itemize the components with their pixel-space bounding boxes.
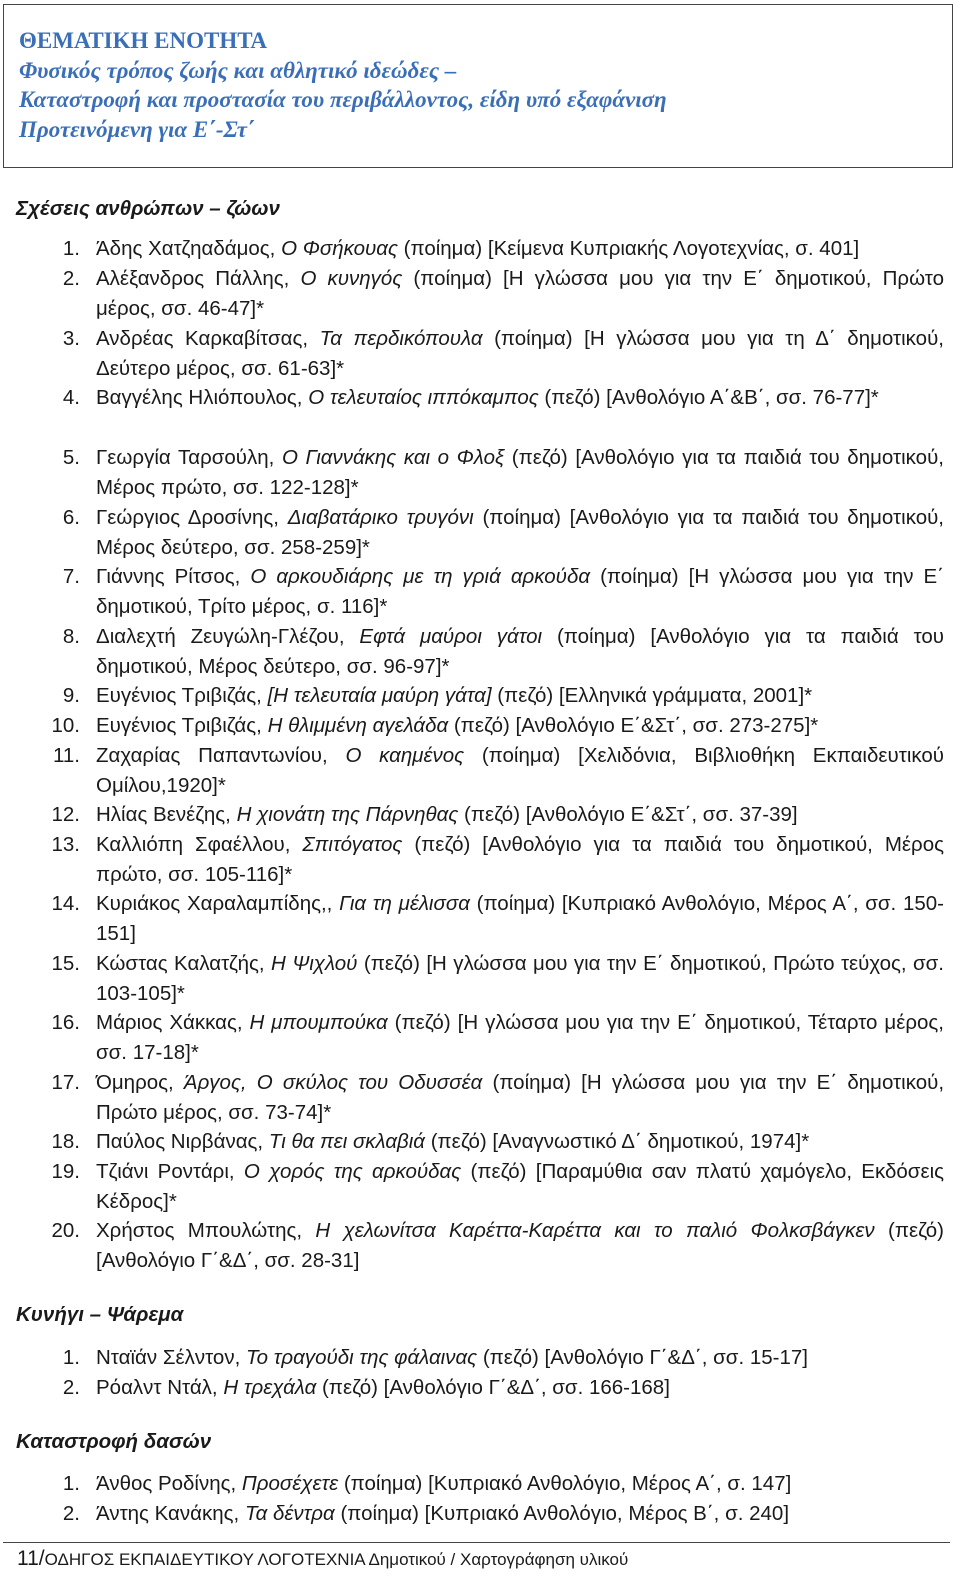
item-author: Ευγένιος Τριβιζάς, (96, 684, 268, 707)
item-author: Χρήστος Μπουλώτης, (96, 1219, 316, 1242)
item-title: Η μπουμπούκα (249, 1011, 388, 1034)
item-author: Κυριάκος Χαραλαμπίδης,, (96, 892, 340, 915)
item-text (96, 1127, 944, 1157)
item-title: Άργος, Ο σκύλος του Οδυσσέα (183, 1071, 483, 1094)
item-title: Ο καημένος (345, 744, 465, 767)
item-author: Διαλεχτή Ζευγώλη-Γλέζου, (96, 625, 360, 648)
item-title: Η χιονάτη της Πάρνηθας (236, 803, 459, 826)
item-title: Ο τελευταίος ιππόκαμπος (308, 386, 539, 409)
item-number: 1. (62, 1346, 80, 1369)
item-author: Καλλιόπη Σφαέλλου, (96, 833, 303, 856)
item-details: (πεζό) [Ανθολόγιο Γ΄&Δ΄, σσ. 28-31] (96, 1219, 945, 1272)
item-details: (ποίημα) [Κείμενα Κυπριακής Λογοτεχνίας, σ. 401] (397, 237, 860, 260)
item-title: Διαβατάρικο τρυγόνι (287, 506, 474, 529)
item-text (96, 1068, 944, 1128)
item-number: 19. (51, 1160, 80, 1183)
item-number: 17. (51, 1071, 80, 1094)
item-number: 12. (51, 803, 80, 826)
item-author: Ανδρέας Καρκαβίτσας, (96, 327, 320, 350)
item-text (96, 830, 944, 890)
item-title: Ο Γιαννάκης και ο Φλοξ (281, 446, 505, 469)
item-details: (πεζό) [Ανθολόγιο για τα παιδιά του δημοτικού, Μέρος πρώτο, σσ. 122-128]* (96, 446, 944, 499)
item-number: 10. (51, 714, 80, 737)
theme-header-box (3, 4, 953, 168)
item-details: (πεζό) [Ανθολόγιο Γ΄&Δ΄, σσ. 15-17] (477, 1346, 808, 1369)
item-text (96, 622, 944, 682)
item-details: (πεζό) [Ανθολόγιο Ε΄&Στ΄, σσ. 273-275]* (448, 714, 819, 737)
item-details: (ποίημα) [Κυπριακό Ανθολόγιο, Μέρος Β΄, σ. 240] (334, 1502, 790, 1525)
item-text (96, 264, 944, 324)
item-author: Ζαχαρίας Παπαντωνίου, (96, 744, 346, 767)
item-details: (πεζό) [Η γλώσσα μου για την Ε΄ δημοτικού, Τέταρτο μέρος, σσ. 17-18]* (96, 1011, 944, 1064)
item-details: (πεζό) [Παραμύθια σαν πλατύ χαμόγελο, Εκδόσεις Κέδρος]* (96, 1160, 945, 1213)
item-author: Παύλος Νιρβάνας, (96, 1130, 269, 1153)
item-number: 4. (62, 386, 80, 409)
footer-divider (3, 1542, 950, 1543)
item-author: Μάριος Χάκκας, (96, 1011, 250, 1034)
item-details: (ποίημα) [Κυπριακό Ανθολόγιο, Μέρος Α΄, σ. 147] (338, 1472, 792, 1495)
item-author: Αλέξανδρος Πάλλης, (96, 267, 301, 290)
item-author: Νταϊάν Σέλντον, (96, 1346, 246, 1369)
item-number: 2. (62, 1376, 80, 1399)
item-number: 9. (62, 684, 80, 707)
item-text (96, 1157, 944, 1217)
item-author: Άντης Κανάκης, (96, 1502, 245, 1525)
item-title: Εφτά μαύροι γάτοι (359, 625, 543, 648)
item-author: Γεωργία Ταρσούλη, (96, 446, 282, 469)
item-title: Σπιτόγατος (302, 833, 403, 856)
item-author: Ευγένιος Τριβιζάς, (96, 714, 268, 737)
item-number: 5. (62, 446, 80, 469)
item-details: (ποίημα) [Ανθολόγιο για τα παιδιά του δημοτικού, Μέρος δεύτερο, σσ. 96-97]* (96, 625, 944, 678)
item-author: Ηλίας Βενέζης, (96, 803, 237, 826)
item-text (96, 383, 944, 413)
item-title: Ο κυνηγός (300, 267, 403, 290)
item-title: [Η τελευταία μαύρη γάτα] (267, 684, 492, 707)
item-text (96, 681, 944, 711)
item-text (96, 503, 944, 563)
header-line-2: Φυσικός τρόπος ζωής και αθλητικό ιδεώδες – (19, 58, 457, 83)
page-number: 11/ (17, 1547, 45, 1570)
item-details: (ποίημα) [Χελιδόνια, Βιβλιοθήκη Εκπαιδευτικού Ομίλου,1920]* (96, 744, 944, 797)
item-number: 1. (62, 1472, 80, 1495)
item-details: (ποίημα) [Κυπριακό Ανθολόγιο, Μέρος Α΄, σσ. 150-151] (96, 892, 945, 945)
item-author: Κώστας Καλατζής, (96, 952, 271, 975)
item-text (96, 1499, 944, 1529)
item-number: 6. (62, 506, 80, 529)
item-title: Τα δέντρα (244, 1502, 335, 1525)
item-number: 8. (62, 625, 80, 648)
item-title: Ο αρκουδιάρης με τη γριά αρκούδα (250, 565, 591, 588)
item-details: (ποίημα) [Η γλώσσα μου για τη Δ΄ δημοτικού, Δεύτερο μέρος, σσ. 61-63]* (96, 327, 944, 380)
item-details: (πεζό) [Ανθολόγιο Γ΄&Δ΄, σσ. 166-168] (316, 1376, 670, 1399)
item-author: Άδης Χατζηαδάμος, (96, 237, 282, 260)
item-title: Για τη μέλισσα (339, 892, 470, 915)
item-details: (ποίημα) [Η γλώσσα μου για την Ε΄ δημοτικού, Τρίτο μέρος, σ. 116]* (96, 565, 944, 618)
page-footer (17, 1547, 628, 1571)
item-author: Άνθος Ροδίνης, (96, 1472, 242, 1495)
item-text (96, 1469, 944, 1499)
item-author: Βαγγέλης Ηλιόπουλος, (96, 386, 309, 409)
header-line-4: Προτεινόμενη για Ε΄-Στ΄ (19, 117, 255, 142)
item-number: 16. (51, 1011, 80, 1034)
item-text (96, 1343, 944, 1373)
item-title: Ο Φσήκουας (281, 237, 398, 260)
item-author: Γεώργιος Δροσίνης, (96, 506, 288, 529)
item-details: (πεζό) [Ανθολόγιο Ε΄&Στ΄, σσ. 37-39] (458, 803, 798, 826)
item-title: Ο χορός της αρκούδας (243, 1160, 462, 1183)
item-text (96, 1373, 944, 1403)
item-title: Το τραγούδι της φάλαινας (245, 1346, 478, 1369)
item-text (96, 800, 944, 830)
item-number: 14. (51, 892, 80, 915)
item-details: (πεζό) [Ελληνικά γράμματα, 2001]* (491, 684, 813, 707)
item-author: Τζιάνι Ροντάρι, (96, 1160, 244, 1183)
item-title: Η χελωνίτσα Καρέττα-Καρέττα και το παλιό Φολκσβάγκεν (315, 1219, 875, 1242)
item-number: 11. (53, 744, 80, 767)
item-details: (ποίημα) [Ανθολόγιο για τα παιδιά του δημοτικού, Μέρος δεύτερο, σσ. 258-259]* (96, 506, 945, 559)
item-title: Τα περδικόπουλα (319, 327, 483, 350)
item-number: 2. (62, 267, 80, 290)
footer-text: ΟΔΗΓΟΣ ΕΚΠΑΙΔΕΥΤΙΚΟΥ ΛΟΓΟΤΕΧΝΙΑ Δημοτικού / Χαρτογράφηση υλικού (44, 1550, 629, 1569)
item-author: Όμηρος, (96, 1071, 184, 1094)
item-text (96, 234, 944, 264)
item-text (96, 1008, 944, 1068)
item-details: (ποίημα) [Η γλώσσα μου για την Ε΄ δημοτικού, Πρώτο μέρος, σσ. 46-47]* (96, 267, 944, 320)
item-title: Προσέχετε (241, 1472, 339, 1495)
item-title: Τι θα πει σκλαβιά (268, 1130, 426, 1153)
item-text (96, 1216, 944, 1276)
item-text (96, 562, 944, 622)
item-number: 18. (51, 1130, 80, 1153)
header-line-1: ΘΕΜΑΤΙΚΗ ΕΝΟΤΗΤΑ (19, 28, 267, 53)
item-text (96, 711, 944, 741)
item-text (96, 741, 944, 801)
item-details: (πεζό) [Αναγνωστικό Δ΄ δημοτικού, 1974]* (425, 1130, 810, 1153)
item-details: (ποίημα) [Η γλώσσα μου για την Ε΄ δημοτικού, Πρώτο μέρος, σσ. 73-74]* (96, 1071, 945, 1124)
item-number: 1. (62, 237, 80, 260)
item-text (96, 949, 944, 1009)
item-details: (πεζό) [Ανθολόγιο για τα παιδιά του δημοτικού, Μέρος πρώτο, σσ. 105-116]* (96, 833, 944, 886)
section-title: Κυνήγι – Ψάρεμα (16, 1303, 184, 1326)
item-details: (πεζό) [Η γλώσσα μου για την Ε΄ δημοτικού, Πρώτο τεύχος, σσ. 103-105]* (96, 952, 945, 1005)
section-title: Καταστροφή δασών (16, 1430, 212, 1453)
item-text (96, 324, 944, 384)
item-number: 7. (62, 565, 80, 588)
section-title: Σχέσεις ανθρώπων – ζώων (16, 197, 280, 220)
item-title: Η Ψιχλού (270, 952, 358, 975)
header-line-3: Καταστροφή και προστασία του περιβάλλοντος, είδη υπό εξαφάνιση (19, 87, 667, 112)
item-title: Η θλιμμένη αγελάδα (267, 714, 449, 737)
item-author: Ρόαλντ Ντάλ, (96, 1376, 224, 1399)
item-text (96, 443, 944, 503)
item-text (96, 889, 944, 949)
item-number: 3. (62, 327, 80, 350)
item-title: Η τρεχάλα (223, 1376, 317, 1399)
item-number: 2. (62, 1502, 80, 1525)
item-author: Γιάννης Ρίτσος, (96, 565, 251, 588)
item-number: 20. (51, 1219, 80, 1242)
item-number: 15. (51, 952, 80, 975)
item-number: 13. (51, 833, 80, 856)
item-details: (πεζό) [Ανθολόγιο Α΄&Β΄, σσ. 76-77]* (538, 386, 879, 409)
